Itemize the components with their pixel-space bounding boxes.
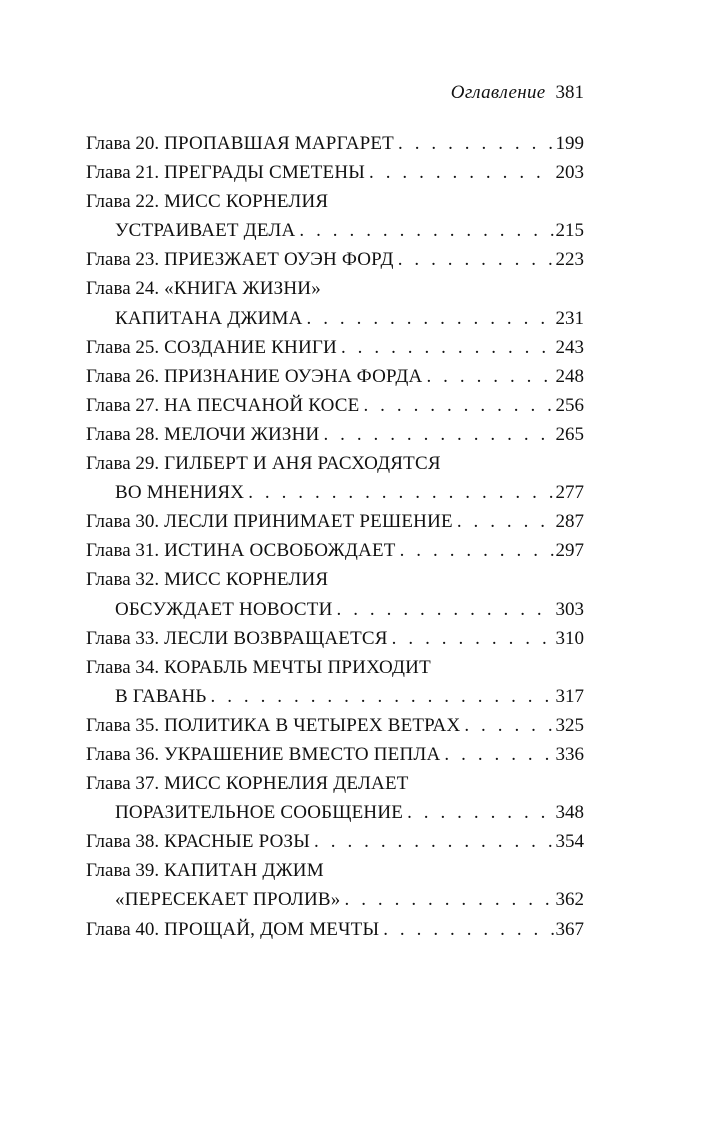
dot-leader <box>248 478 553 507</box>
page-number: 303 <box>555 598 584 620</box>
page-number: 223 <box>555 249 584 271</box>
chapter-title: ОБСУЖДАЕТ НОВОСТИ <box>115 598 333 620</box>
chapter-title: КРАСНЫЕ РОЗЫ <box>164 831 311 853</box>
page-number: 336 <box>555 743 584 765</box>
toc-entry <box>86 536 584 565</box>
chapter-title: «ПЕРЕСЕКАЕТ ПРОЛИВ» <box>115 889 341 911</box>
chapter-title: НА ПЕСЧАНОЙ КОСЕ <box>164 394 360 416</box>
toc-entry-continuation <box>86 595 584 624</box>
dot-leader <box>398 245 554 274</box>
page-number: 215 <box>555 220 584 242</box>
running-head-page-number: 381 <box>555 82 584 103</box>
running-head <box>451 82 584 104</box>
chapter-title: МИСС КОРНЕЛИЯ <box>164 569 329 591</box>
toc-entry-continuation <box>86 885 584 914</box>
toc-entry <box>86 740 584 769</box>
toc-entry <box>86 565 584 594</box>
page-number: 367 <box>555 918 584 940</box>
chapter-title: ПОРАЗИТЕЛЬНОЕ СООБЩЕНИЕ <box>115 802 404 824</box>
dot-leader <box>369 158 553 187</box>
toc-entry <box>86 915 584 944</box>
page-number: 256 <box>555 394 584 416</box>
dot-leader <box>407 798 553 827</box>
dot-leader <box>464 711 553 740</box>
toc-entry <box>86 362 584 391</box>
chapter-label: Глава 22. <box>86 191 160 213</box>
page-number: 362 <box>555 889 584 911</box>
chapter-title: «КНИГА ЖИЗНИ» <box>164 278 321 300</box>
dot-leader <box>426 362 553 391</box>
chapter-title: ИСТИНА ОСВОБОЖДАЕТ <box>164 540 396 562</box>
chapter-title: ЛЕСЛИ ПРИНИМАЕТ РЕШЕНИЕ <box>164 511 453 533</box>
toc-entry-continuation <box>86 682 584 711</box>
chapter-title: УКРАШЕНИЕ ВМЕСТО ПЕПЛА <box>164 743 441 765</box>
chapter-label: Глава 27. <box>86 394 160 416</box>
chapter-label: Глава 31. <box>86 540 160 562</box>
chapter-title: ЛЕСЛИ ВОЗВРАЩАЕТСЯ <box>164 627 388 649</box>
dot-leader <box>398 129 554 158</box>
chapter-label: Глава 36. <box>86 743 160 765</box>
chapter-title: МЕЛОЧИ ЖИЗНИ <box>164 423 320 445</box>
chapter-label: Глава 29. <box>86 453 160 475</box>
toc-entry <box>86 507 584 536</box>
chapter-label: Глава 20. <box>86 133 160 154</box>
chapter-label: Глава 23. <box>86 249 160 271</box>
chapter-title: КАПИТАН ДЖИМ <box>164 860 324 882</box>
chapter-label: Глава 30. <box>86 511 160 533</box>
toc-entry-continuation <box>86 216 584 245</box>
chapter-title: ПРИЕЗЖАЕТ ОУЭН ФОРД <box>164 249 394 271</box>
page-number: 317 <box>555 685 584 707</box>
dot-leader <box>383 915 553 944</box>
toc-entry <box>86 711 584 740</box>
dot-leader <box>363 391 553 420</box>
toc-entry <box>86 769 584 798</box>
chapter-label: Глава 34. <box>86 656 160 678</box>
chapter-title: ПОЛИТИКА В ЧЕТЫРЕХ ВЕТРАХ <box>164 714 461 736</box>
dot-leader <box>323 420 553 449</box>
chapter-label: Глава 24. <box>86 278 160 300</box>
chapter-label: Глава 26. <box>86 365 160 387</box>
chapter-title: ПРОЩАЙ, ДОМ МЕЧТЫ <box>164 918 380 940</box>
dot-leader <box>400 536 554 565</box>
chapter-label: Глава 28. <box>86 423 160 445</box>
chapter-title: КАПИТАНА ДЖИМА <box>115 307 303 329</box>
chapter-label: Глава 25. <box>86 336 160 358</box>
page-number: 199 <box>555 133 584 154</box>
dot-leader <box>457 507 554 536</box>
page-number: 265 <box>555 423 584 445</box>
toc-entry <box>86 653 584 682</box>
dot-leader <box>299 216 553 245</box>
page-number: 248 <box>555 365 584 387</box>
chapter-title: ВО МНЕНИЯХ <box>115 482 245 504</box>
page-number: 287 <box>555 511 584 533</box>
page-number: 354 <box>555 831 584 853</box>
toc-entry <box>86 187 584 216</box>
chapter-title: ПРОПАВШАЯ МАРГАРЕТ <box>164 133 394 154</box>
toc-entry <box>86 245 584 274</box>
page-number: 243 <box>555 336 584 358</box>
chapter-title: УСТРАИВАЕТ ДЕЛА <box>115 220 296 242</box>
table-of-contents <box>86 129 584 944</box>
toc-entry-continuation <box>86 478 584 507</box>
toc-entry <box>86 449 584 478</box>
dot-leader <box>211 682 554 711</box>
running-head-title: Оглавление <box>450 82 546 103</box>
toc-entry-continuation <box>86 798 584 827</box>
toc-entry <box>86 391 584 420</box>
chapter-title: КОРАБЛЬ МЕЧТЫ ПРИХОДИТ <box>164 656 431 678</box>
dot-leader <box>444 740 553 769</box>
chapter-label: Глава 32. <box>86 569 160 591</box>
chapter-title: МИСС КОРНЕЛИЯ <box>164 191 329 213</box>
page-number: 310 <box>555 627 584 649</box>
chapter-title: СОЗДАНИЕ КНИГИ <box>164 336 337 358</box>
toc-entry <box>86 420 584 449</box>
chapter-title: ПРИЗНАНИЕ ОУЭНА ФОРДА <box>164 365 423 387</box>
dot-leader <box>337 595 554 624</box>
page-number: 231 <box>555 307 584 329</box>
toc-entry <box>86 827 584 856</box>
chapter-label: Глава 39. <box>86 860 160 882</box>
chapter-title: ПРЕГРАДЫ СМЕТЕНЫ <box>164 162 366 184</box>
dot-leader <box>345 885 554 914</box>
toc-entry <box>86 158 584 187</box>
dot-leader <box>392 624 554 653</box>
page-number: 325 <box>555 714 584 736</box>
dot-leader <box>314 827 553 856</box>
chapter-title: В ГАВАНЬ <box>115 685 207 707</box>
toc-entry <box>86 129 584 158</box>
page-number: 277 <box>555 482 584 504</box>
page-number: 297 <box>555 540 584 562</box>
chapter-label: Глава 37. <box>86 773 160 795</box>
toc-entry <box>86 333 584 362</box>
chapter-label: Глава 40. <box>86 918 160 940</box>
chapter-title: МИСС КОРНЕЛИЯ ДЕЛАЕТ <box>164 773 409 795</box>
chapter-title: ГИЛБЕРТ И АНЯ РАСХОДЯТСЯ <box>164 453 441 475</box>
dot-leader <box>307 304 554 333</box>
dot-leader <box>341 333 554 362</box>
chapter-label: Глава 38. <box>86 831 160 853</box>
chapter-label: Глава 33. <box>86 627 160 649</box>
toc-entry-continuation <box>86 304 584 333</box>
chapter-label: Глава 35. <box>86 714 160 736</box>
page-number: 348 <box>555 802 584 824</box>
page-number: 203 <box>555 162 584 184</box>
chapter-label: Глава 21. <box>86 162 160 184</box>
toc-entry <box>86 856 584 885</box>
toc-entry <box>86 274 584 303</box>
toc-entry <box>86 624 584 653</box>
